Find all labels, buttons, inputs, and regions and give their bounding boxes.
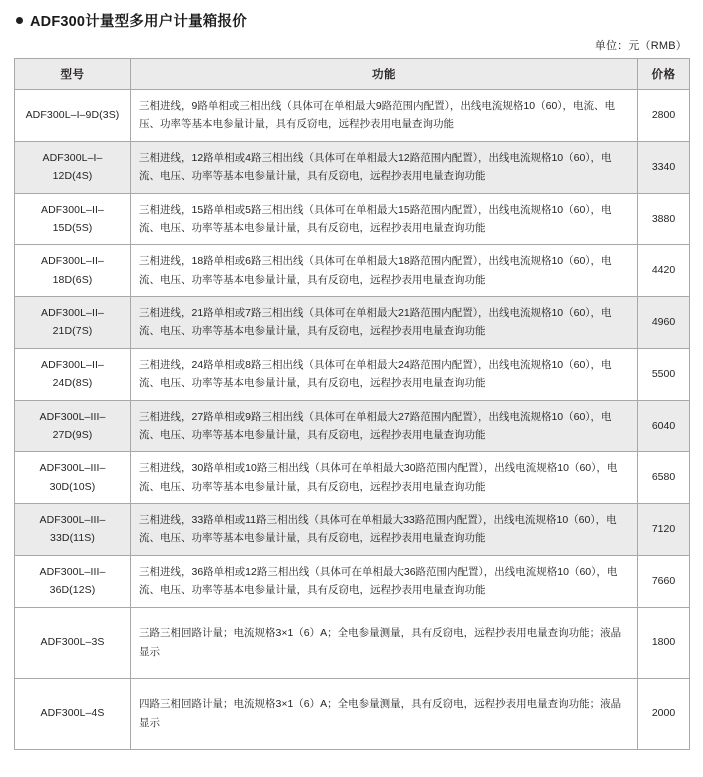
table-row: [15, 348, 690, 400]
table-header-row: [15, 59, 690, 90]
cell-price: 2800: [638, 90, 690, 142]
price-table: [14, 58, 690, 750]
table-row: [15, 452, 690, 504]
table-row: [15, 678, 690, 749]
cell-price: 3340: [638, 141, 690, 193]
column-header-price: 价格: [638, 59, 690, 90]
cell-function: 三相进线，12路单相或4路三相出线（具体可在单相最大12路范围内配置），出线电流规格10（60），电流、电压、功率等基本电参量计量，具有反窃电，远程抄表用电量查询功能: [131, 141, 638, 193]
table-row: [15, 504, 690, 556]
cell-model: ADF300L–I–12D(4S): [15, 141, 131, 193]
cell-model: ADF300L–III–33D(11S): [15, 504, 131, 556]
column-header-function: 功能: [131, 59, 638, 90]
cell-price: 1800: [638, 607, 690, 678]
cell-price: 7660: [638, 555, 690, 607]
table-body: [15, 90, 690, 750]
cell-price: 6580: [638, 452, 690, 504]
table-row: [15, 297, 690, 349]
cell-model: ADF300L–II–24D(8S): [15, 348, 131, 400]
bullet-dot-icon: [16, 17, 23, 24]
cell-function: 三相进线，24路单相或8路三相出线（具体可在单相最大24路范围内配置），出线电流规格10（60），电流、电压、功率等基本电参量计量，具有反窃电，远程抄表用电量查询功能: [131, 348, 638, 400]
cell-model: ADF300L–II–18D(6S): [15, 245, 131, 297]
cell-function: 三相进线，21路单相或7路三相出线（具体可在单相最大21路范围内配置），出线电流规格10（60），电流、电压、功率等基本电参量计量，具有反窃电，远程抄表用电量查询功能: [131, 297, 638, 349]
cell-model: ADF300L–II–15D(5S): [15, 193, 131, 245]
page-title-text: ADF300计量型多用户计量箱报价: [30, 14, 247, 30]
cell-function: 三相进线，9路单相或三相出线（具体可在单相最大9路范围内配置），出线电流规格10（60），电流、电压、功率等基本电参量计量，具有反窃电，远程抄表用电量查询功能: [131, 90, 638, 142]
table-row: [15, 555, 690, 607]
cell-function: 三相进线，15路单相或5路三相出线（具体可在单相最大15路范围内配置），出线电流规格10（60），电流、电压、功率等基本电参量计量，具有反窃电，远程抄表用电量查询功能: [131, 193, 638, 245]
cell-function: 三相进线，30路单相或10路三相出线（具体可在单相最大30路范围内配置），出线电流规格10（60），电流、电压、功率等基本电参量计量，具有反窃电，远程抄表用电量查询功能: [131, 452, 638, 504]
cell-price: 2000: [638, 678, 690, 749]
cell-model: ADF300L–III–27D(9S): [15, 400, 131, 452]
cell-function: 三相进线，27路单相或9路三相出线（具体可在单相最大27路范围内配置），出线电流规格10（60），电流、电压、功率等基本电参量计量，具有反窃电，远程抄表用电量查询功能: [131, 400, 638, 452]
cell-function: 三相进线，36路单相或12路三相出线（具体可在单相最大36路范围内配置），出线电流规格10（60），电流、电压、功率等基本电参量计量，具有反窃电，远程抄表用电量查询功能: [131, 555, 638, 607]
cell-function: 三相进线，18路单相或6路三相出线（具体可在单相最大18路范围内配置），出线电流规格10（60），电流、电压、功率等基本电参量计量，具有反窃电，远程抄表用电量查询功能: [131, 245, 638, 297]
table-row: [15, 607, 690, 678]
cell-model: ADF300L–I–9D(3S): [15, 90, 131, 142]
column-header-model: 型号: [15, 59, 131, 90]
cell-function: 三相进线，33路单相或11路三相出线（具体可在单相最大33路范围内配置），出线电流规格10（60），电流、电压、功率等基本电参量计量，具有反窃电，远程抄表用电量查询功能: [131, 504, 638, 556]
table-row: [15, 90, 690, 142]
page-title: [16, 10, 689, 31]
cell-price: 4420: [638, 245, 690, 297]
cell-function: 三路三相回路计量；电流规格3×1（6）A；全电参量测量，具有反窃电，远程抄表用电量查询功能；液晶显示: [131, 607, 638, 678]
table-row: [15, 400, 690, 452]
cell-model: ADF300L–3S: [15, 607, 131, 678]
table-row: [15, 193, 690, 245]
cell-model: ADF300L–4S: [15, 678, 131, 749]
cell-price: 5500: [638, 348, 690, 400]
unit-note: 单位：元（RMB）: [594, 40, 687, 52]
cell-model: ADF300L–III–36D(12S): [15, 555, 131, 607]
cell-model: ADF300L–III–30D(10S): [15, 452, 131, 504]
table-row: [15, 141, 690, 193]
cell-price: 7120: [638, 504, 690, 556]
cell-model: ADF300L–II–21D(7S): [15, 297, 131, 349]
table-row: [15, 245, 690, 297]
cell-price: 6040: [638, 400, 690, 452]
cell-price: 4960: [638, 297, 690, 349]
cell-price: 3880: [638, 193, 690, 245]
cell-function: 四路三相回路计量；电流规格3×1（6）A；全电参量测量，具有反窃电，远程抄表用电量查询功能；液晶显示: [131, 678, 638, 749]
